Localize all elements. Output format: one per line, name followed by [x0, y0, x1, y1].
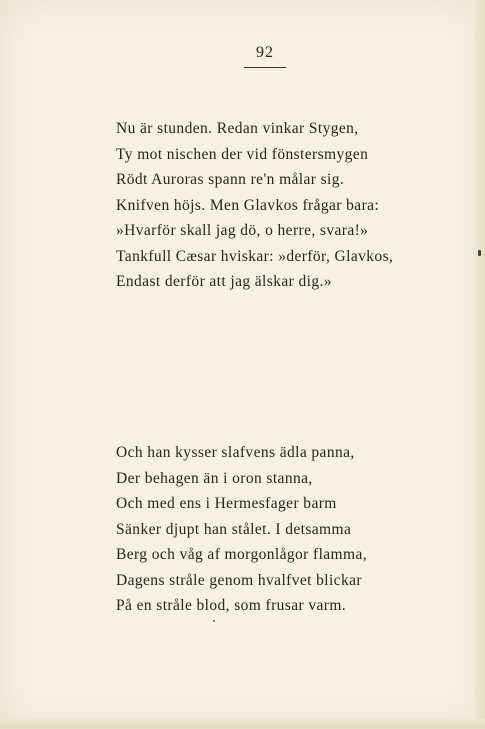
margin-ink-mark	[478, 250, 481, 256]
verse-line: Dagens stråle genom hvalfvet blickar	[116, 571, 362, 589]
page-edge-bottom	[0, 719, 485, 729]
verse-line: Ty mot nischen der vid fönstersmygen	[116, 145, 369, 163]
verse-line: Rödt Auroras spann re'n målar sig.	[116, 171, 345, 188]
page-number-rule	[244, 67, 286, 68]
page-number: 92	[256, 44, 274, 61]
verse-line: »Hvarför skall jag dö, o herre, svara!»	[116, 222, 369, 239]
verse-line: På en stråle blod, som frusar varm.	[116, 597, 347, 614]
verse-line: Nu är stunden. Redan vinkar Stygen,	[116, 120, 359, 137]
verse-line: Der behagen än i oron stanna,	[116, 469, 313, 487]
verse-line: Knifven höjs. Men Glavkos frågar bara:	[116, 196, 380, 214]
stanza-2	[116, 440, 367, 619]
verse-line: Och han kysser slafvens ädla panna,	[116, 444, 355, 461]
verse-line: Tankfull Cæsar hviskar: »derför, Glavkos,	[116, 247, 394, 265]
stray-ink-mark	[213, 620, 215, 622]
stanza-1	[116, 116, 393, 295]
verse-line: Berg och våg af morgonlågor flamma,	[116, 546, 368, 563]
page-edge-right	[473, 0, 485, 729]
verse-line: Och med ens i Hermesfager barm	[116, 495, 337, 512]
verse-line: Endast derför att jag älskar dig.»	[116, 273, 332, 290]
verse-line: Sänker djupt han stålet. I detsamma	[116, 520, 352, 538]
